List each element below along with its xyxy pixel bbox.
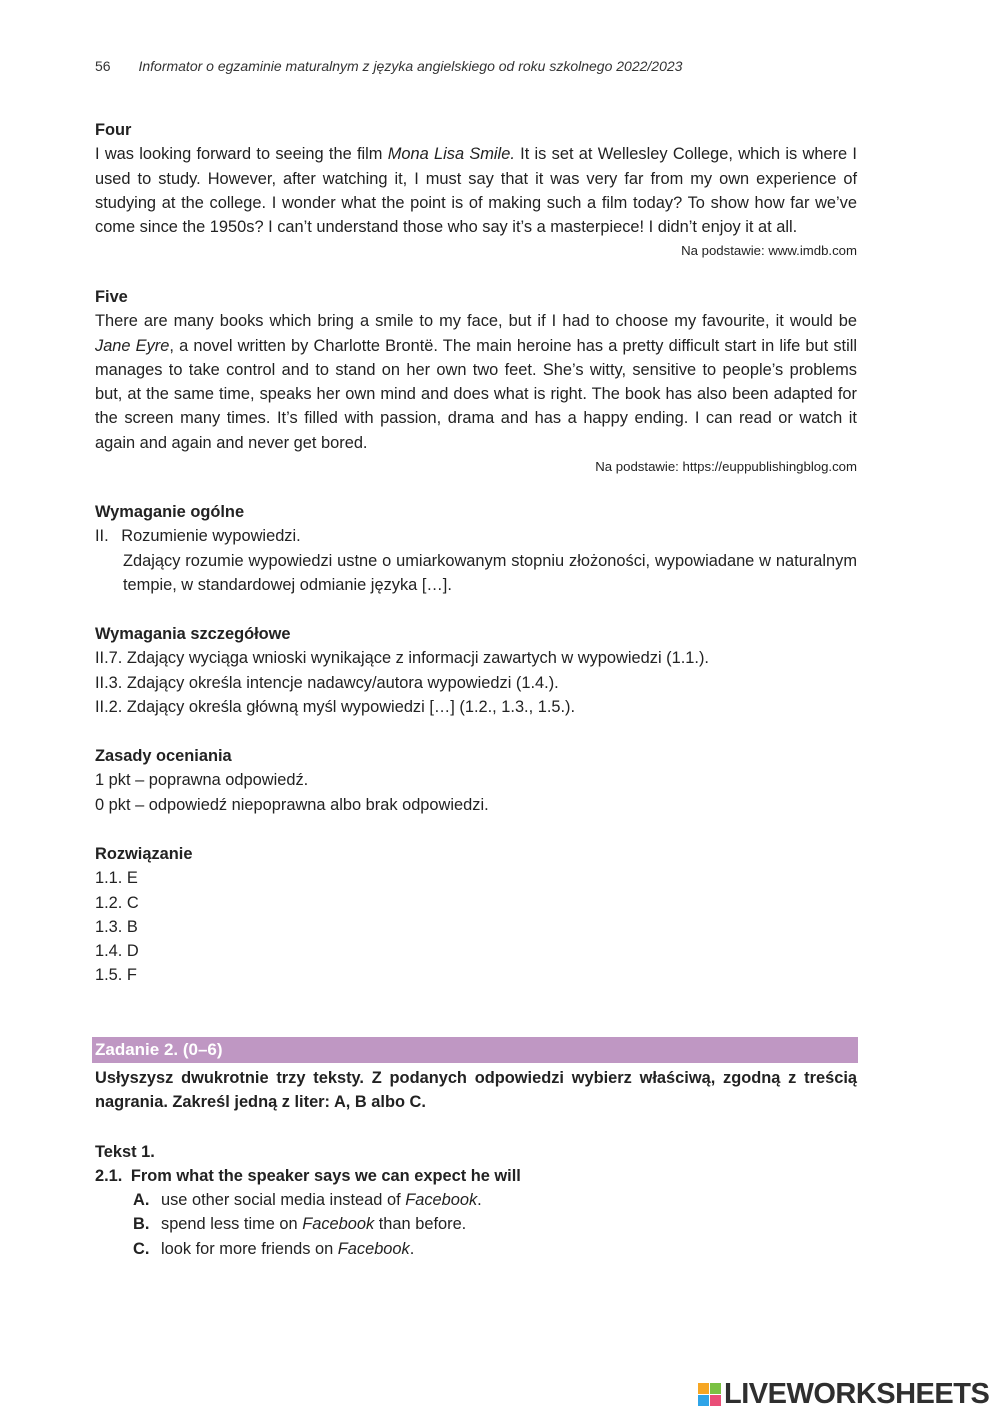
section-four-text: I was looking forward to seeing the film Mona Lisa Smile. It is set at Wellesley College, which is where I used to study. However, after watching it, I must say that it was very far from my own experience of studying at the college. I wonder what the point is of making such a film today? To show how far we’ve come since the 1950s? I can’t understand those who say it’s a masterpiece! I didn’t enjoy it at all. (95, 145, 857, 237)
solution (95, 842, 857, 988)
scoring-item: 0 pkt – odpowiedź niepoprawna albo brak odpowiedzi. (95, 795, 489, 814)
question-text: From what the speaker says we can expect he will (130, 1166, 521, 1185)
detailed-item: II.7. Zdający wyciąga wnioski wynikające z informacji zawartych w wypowiedzi (1.1.). (95, 649, 709, 668)
solution-heading: Rozwiązanie (95, 845, 193, 863)
section-five-source: Na podstawie: https://euppublishingblog.com (595, 459, 857, 475)
option-b[interactable] (95, 1212, 857, 1236)
task-2-instruction: Usłyszysz dwukrotnie trzy teksty. Z podanych odpowiedzi wybierz właściwą, zgodną z treścią nagrania. Zakreśl jedną z liter: A, B albo C. (95, 1069, 857, 1112)
general-title: Rozumienie wypowiedzi. (121, 527, 301, 546)
section-four (95, 118, 857, 261)
general-numeral: II. (95, 527, 109, 546)
question-number: 2.1. (95, 1166, 123, 1185)
option-letter: A. (133, 1191, 150, 1210)
option-letter: B. (133, 1215, 150, 1234)
page-number: 56 (95, 58, 111, 74)
detailed-requirements (95, 622, 857, 719)
section-five (95, 285, 857, 477)
option-a[interactable] (95, 1188, 857, 1212)
section-four-source: Na podstawie: www.imdb.com (681, 243, 857, 259)
general-requirement (95, 500, 857, 597)
task-2 (95, 1066, 857, 1261)
page-header (95, 58, 682, 74)
book-title: Jane Eyre (95, 336, 170, 355)
detailed-item: II.2. Zdający określa główną myśl wypowiedzi […] (1.2., 1.3., 1.5.). (95, 697, 576, 716)
solution-item: 1.4. D (95, 942, 139, 961)
scoring-heading: Zasady oceniania (95, 747, 232, 765)
general-text: Zdający rozumie wypowiedzi ustne o umiarkowanym stopniu złożoności, wypowiadane w naturalnym tempie, w standardowej odmianie języka […]. (123, 551, 857, 594)
detailed-item: II.3. Zdający określa intencje nadawcy/autora wypowiedzi (1.4.). (95, 673, 559, 692)
film-title: Mona Lisa Smile. (387, 145, 515, 164)
header-title: Informator o egzaminie maturalnym z języka angielskiego od roku szkolnego 2022/2023 (138, 58, 683, 74)
scoring-item: 1 pkt – poprawna odpowiedź. (95, 771, 309, 790)
section-four-heading: Four (95, 121, 132, 139)
logo-icon (698, 1383, 721, 1406)
option-c[interactable] (95, 1237, 857, 1261)
general-heading: Wymaganie ogólne (95, 503, 245, 521)
solution-item: 1.3. B (95, 917, 138, 936)
solution-item: 1.1. E (95, 869, 138, 888)
detailed-heading: Wymagania szczegółowe (95, 625, 291, 643)
text-1-label: Tekst 1. (95, 1142, 155, 1161)
option-text: spend less time on Facebook than before. (161, 1215, 467, 1234)
option-text: use other social media instead of Facebook. (161, 1191, 482, 1210)
option-letter: C. (133, 1239, 150, 1258)
liveworksheets-logo[interactable] (698, 1378, 989, 1410)
section-five-heading: Five (95, 288, 128, 306)
solution-item: 1.2. C (95, 893, 139, 912)
logo-text: LIVEWORKSHEETS (724, 1377, 990, 1410)
question-2-1 (95, 1164, 857, 1188)
solution-item: 1.5. F (95, 966, 137, 985)
section-five-text: There are many books which bring a smile to my face, but if I had to choose my favourite, it would be Jane Eyre, a novel written by Charlotte Brontë. The main heroine has a pretty difficult start in life but still manages to take control and to stand on her own two feet. She’s witty, sensitive to people’s problems but, at the same time, speaks her own mind and does what is right. The book has also been adapted for the screen many times. It’s filled with passion, drama and has a happy ending. I can read or watch it again and again and never get bored. (95, 312, 857, 452)
scoring-rules (95, 744, 857, 817)
task-2-title-bar: Zadanie 2. (0–6) (92, 1037, 858, 1063)
general-title-row (95, 524, 857, 548)
option-text: look for more friends on Facebook. (161, 1239, 415, 1258)
